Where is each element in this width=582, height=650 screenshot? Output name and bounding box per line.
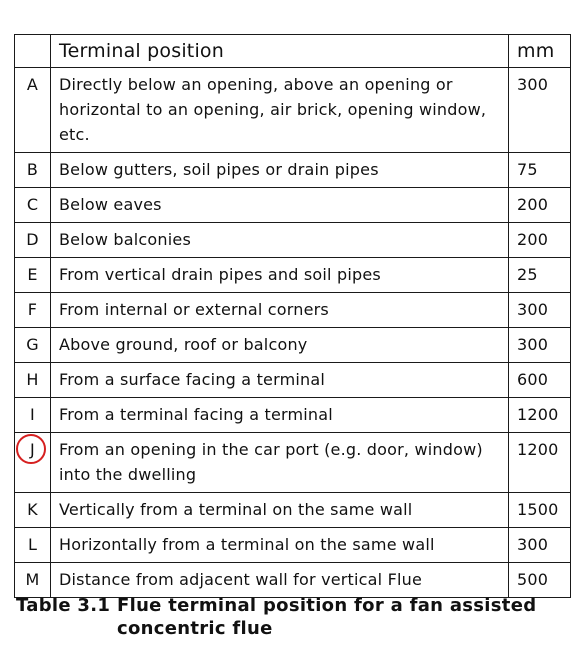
row-key xyxy=(15,258,51,293)
table-caption xyxy=(16,594,536,640)
table-row xyxy=(15,528,571,563)
row-key-label xyxy=(26,367,38,392)
row-terminal-position: Distance from adjacent wall for vertical Flue xyxy=(51,563,509,598)
row-key-text: H xyxy=(26,370,39,389)
header-row xyxy=(15,35,571,68)
table-row xyxy=(15,258,571,293)
row-key-label xyxy=(30,437,35,462)
row-terminal-position: Vertically from a terminal on the same wall xyxy=(51,493,509,528)
row-key xyxy=(15,68,51,153)
row-key-label xyxy=(26,227,39,252)
table-row xyxy=(15,68,571,153)
row-key-text: A xyxy=(26,75,39,94)
table-row xyxy=(15,153,571,188)
row-terminal-position: Above ground, roof or balcony xyxy=(51,328,509,363)
row-key-text: E xyxy=(27,265,38,284)
row-key-text: D xyxy=(26,230,39,249)
table-row xyxy=(15,293,571,328)
row-terminal-position: Below eaves xyxy=(51,188,509,223)
row-mm: 500 xyxy=(509,563,571,598)
row-key-text: B xyxy=(26,160,39,179)
row-key-label xyxy=(27,497,38,522)
table-row xyxy=(15,188,571,223)
row-key-label xyxy=(27,262,37,287)
table-row xyxy=(15,433,571,493)
row-key xyxy=(15,493,51,528)
row-key-label xyxy=(28,532,37,557)
row-mm: 600 xyxy=(509,363,571,398)
row-mm: 200 xyxy=(509,223,571,258)
row-key-text: M xyxy=(25,570,40,589)
header-key xyxy=(15,35,51,68)
row-key-label xyxy=(28,297,37,322)
row-terminal-position: Horizontally from a terminal on the same wall xyxy=(51,528,509,563)
caption-line-1: Flue terminal position for a fan assisted xyxy=(117,595,537,616)
row-key xyxy=(15,563,51,598)
row-key-text: L xyxy=(27,535,38,554)
row-mm: 25 xyxy=(509,258,571,293)
row-terminal-position: From an opening in the car port (e.g. door, window) into the dwelling xyxy=(51,433,509,493)
row-mm: 1200 xyxy=(509,398,571,433)
row-mm: 300 xyxy=(509,293,571,328)
row-key xyxy=(15,528,51,563)
row-mm: 1200 xyxy=(509,433,571,493)
row-mm: 300 xyxy=(509,328,571,363)
row-mm: 1500 xyxy=(509,493,571,528)
row-key xyxy=(15,328,51,363)
row-key-text: J xyxy=(30,440,35,459)
header-terminal-position: Terminal position xyxy=(51,35,509,68)
row-terminal-position: From a terminal facing a terminal xyxy=(51,398,509,433)
row-terminal-position: Below gutters, soil pipes or drain pipes xyxy=(51,153,509,188)
table-row xyxy=(15,363,571,398)
row-terminal-position: From vertical drain pipes and soil pipes xyxy=(51,258,509,293)
row-key xyxy=(15,153,51,188)
row-mm: 300 xyxy=(509,68,571,153)
row-terminal-position: Below balconies xyxy=(51,223,509,258)
row-key xyxy=(15,398,51,433)
highlight-circle-icon xyxy=(16,434,46,464)
row-key-label xyxy=(30,402,35,427)
table-row xyxy=(15,493,571,528)
row-key-label xyxy=(27,157,38,182)
table-row xyxy=(15,398,571,433)
row-key-label xyxy=(27,192,38,217)
row-mm: 200 xyxy=(509,188,571,223)
row-key-label xyxy=(26,332,39,357)
row-key xyxy=(15,188,51,223)
row-key xyxy=(15,363,51,398)
row-terminal-position: From a surface facing a terminal xyxy=(51,363,509,398)
row-key-label xyxy=(27,72,38,97)
row-key-text: C xyxy=(26,195,39,214)
table-row xyxy=(15,223,571,258)
row-mm: 75 xyxy=(509,153,571,188)
row-key-label xyxy=(25,567,39,592)
row-key-text: I xyxy=(30,405,35,424)
row-key xyxy=(15,433,51,493)
table-row xyxy=(15,328,571,363)
row-key xyxy=(15,293,51,328)
caption-number: Table 3.1 xyxy=(16,595,111,616)
header-mm: mm xyxy=(509,35,571,68)
table-row xyxy=(15,563,571,598)
caption-line-2: concentric flue xyxy=(117,618,273,639)
row-mm: 300 xyxy=(509,528,571,563)
row-key xyxy=(15,223,51,258)
row-terminal-position: Directly below an opening, above an opening or horizontal to an opening, air brick, opening window, etc. xyxy=(51,68,509,153)
row-key-text: K xyxy=(27,500,38,519)
flue-terminal-table xyxy=(14,34,571,598)
row-terminal-position: From internal or external corners xyxy=(51,293,509,328)
row-key-text: G xyxy=(26,335,39,354)
row-key-text: F xyxy=(27,300,38,319)
